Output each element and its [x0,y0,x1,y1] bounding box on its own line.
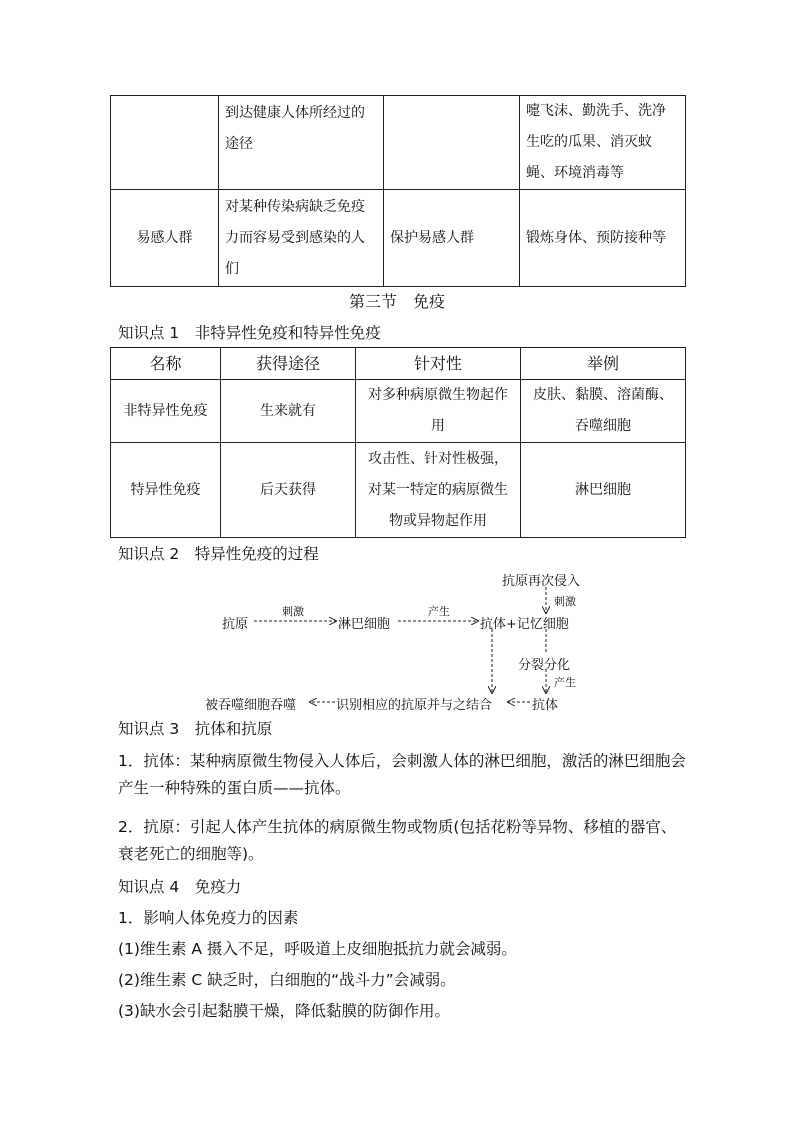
table-cell [384,96,520,190]
table-cell: 嚏飞沫、勤洗手、洗净生吃的瓜果、消灭蚊蝇、环境消毒等 [520,96,686,190]
col-header-target: 针对性 [356,348,521,380]
table-cell: 锻炼身体、预防接种等 [520,190,686,287]
node-antibody-memory: 抗体+记忆细胞 [480,617,569,632]
kp4-heading: 知识点 4 免疫力 [118,878,242,896]
node-antigen: 抗原 [222,617,249,632]
label-stimulate-2: 刺激 [554,595,576,608]
table-cell: 淋巴细胞 [521,443,686,538]
table-cell: 特异性免疫 [111,443,221,538]
table-cell: 保护易感人群 [384,190,520,287]
kp3-antigen-paragraph: 2．抗原：引起人体产生抗体的病原微生物或物质(包括花粉等异物、移植的器官、衰老死亡的细胞等)。 [118,818,677,863]
kp4-item-3: (3)缺水会引起黏膜干燥，降低黏膜的防御作用。 [118,1002,450,1020]
table-cell: 皮肤、黏膜、溶菌酶、吞噬细胞 [521,380,686,443]
node-divide: 分裂分化 [518,658,571,673]
kp4-factor-title: 1．影响人体免疫力的因素 [118,909,299,927]
kp4-item-1: (1)维生素 A 摄入不足，呼吸道上皮细胞抵抗力就会减弱。 [118,940,517,958]
flow-arrows [0,565,794,715]
label-produce-1: 产生 [428,605,450,618]
node-lymphocyte: 淋巴细胞 [338,617,391,632]
section-title: 第三节 免疫 [348,292,445,311]
table-cell: 易感人群 [111,190,219,287]
kp4-item-2: (2)维生素 C 缺乏时，白细胞的“战斗力”会减弱。 [118,971,456,989]
node-phagocytosed: 被吞噬细胞吞噬 [205,698,297,713]
col-header-example: 举例 [521,348,686,380]
table-row [111,96,686,190]
table-cell: 到达健康人体所经过的途径 [219,96,384,190]
table-row [111,380,686,443]
table-cell: 对某种传染病缺乏免疫力而容易受到感染的人们 [219,190,384,287]
table-row [111,190,686,287]
kp2-heading: 知识点 2 特异性免疫的过程 [118,545,319,563]
label-produce-2: 产生 [554,676,576,689]
table-cell: 对多种病原微生物起作用 [356,380,521,443]
table-cell: 非特异性免疫 [111,380,221,443]
table-cell: 生来就有 [221,380,356,443]
node-antigen-again: 抗原再次侵入 [502,574,581,589]
transmission-table [110,95,686,287]
col-header-name: 名称 [111,348,221,380]
node-recognize: 识别相应的抗原并与之结合 [336,698,493,713]
immunity-table [110,347,686,538]
table-row [111,443,686,538]
immune-process-diagram [0,565,794,715]
kp3-heading: 知识点 3 抗体和抗原 [118,720,273,738]
col-header-acquire: 获得途径 [221,348,356,380]
node-antibody: 抗体 [532,698,559,713]
table-cell [111,96,219,190]
kp3-antibody-paragraph: 1．抗体：某种病原微生物侵入人体后，会刺激人体的淋巴细胞，激活的淋巴细胞会产生一种特殊的蛋白质——抗体。 [118,752,686,797]
table-cell: 后天获得 [221,443,356,538]
table-header-row [111,348,686,380]
kp1-heading: 知识点 1 非特异性免疫和特异性免疫 [118,324,381,342]
label-stimulate-1: 刺激 [282,605,304,618]
table-cell: 攻击性、针对性极强，对某一特定的病原微生物或异物起作用 [356,443,521,538]
